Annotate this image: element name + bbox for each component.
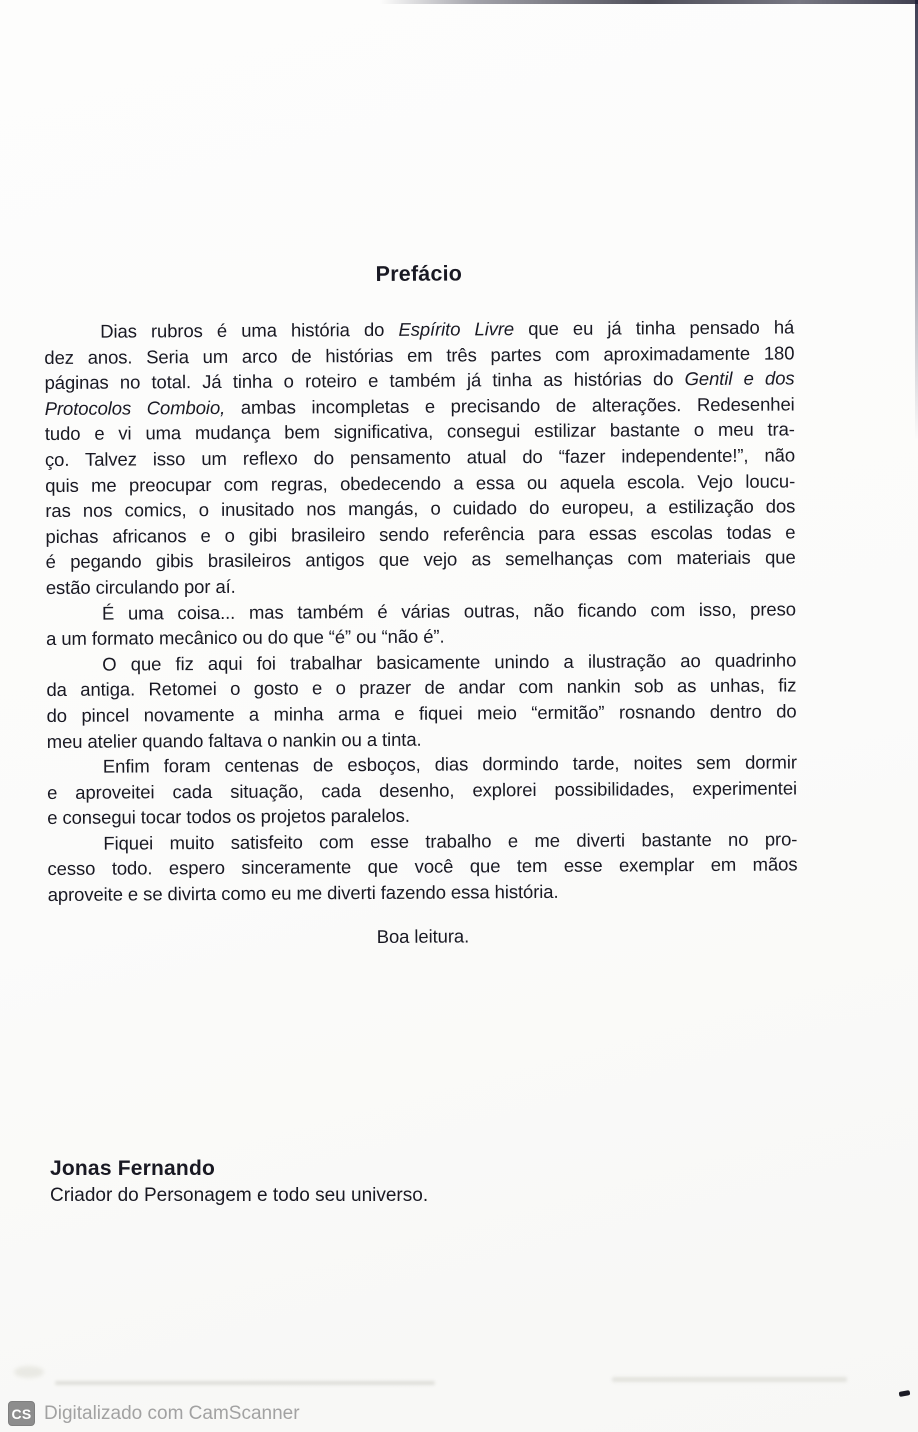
author-name: Jonas Fernando [50,1157,215,1180]
text-line: e aproveitei cada situação, cada desenho, explorei possibilidades, experimentei [46,777,798,803]
text-line: Dias rubros é uma história do Espírito Livre que eu já tinha pensado há [100,316,795,342]
text-line: pichas africanos e o gibi brasileiro sendo referência para essas escolas todas e [45,521,796,547]
scan-artifact-speck [899,1390,911,1397]
closing-line: Boa leitura. [376,925,470,947]
text-line: O que fiz aqui foi trabalhar basicamente unindo a ilustração ao quadrinho [102,649,797,675]
text-line: ras nos comics, o inusitado nos mangás, o cuidado do europeu, a estilização dos [45,495,796,522]
body-paragraphs [44,314,798,907]
text-line: É uma coisa... mas também é várias outras, não ficando com isso, preso [101,597,796,624]
text-line: Enfim foram centenas de esboços, dias dormindo tarde, noites sem dormir [102,751,797,777]
text-line: e consegui tocar todos os projetos paralelos. [47,805,410,829]
text-line: a um formato mecânico ou do que “é” ou “não é”. [46,625,445,650]
scan-artifact-smudge [612,1377,847,1382]
text-line: ço. Talvez isso um reflexo do pensamento atual do “fazer independente!”, não [44,444,796,470]
text-line: Fiquei muito satisfeito com esse trabalho e me diverti bastante no pro- [103,828,798,854]
scan-artifact-smudge [14,1366,44,1378]
text-line: páginas no total. Já tinha o roteiro e também já tinha as histórias do Gentil e dos [44,367,795,394]
text-line: tudo e vi uma mudança bem significativa, consegui estilizar bastante o meu tra- [44,418,795,445]
paragraph [47,750,797,831]
camscanner-watermark [8,1401,300,1426]
paragraph [44,314,796,600]
text-line: meu atelier quando faltava o nankin ou a tinta. [46,728,422,752]
paragraph [47,826,797,907]
paragraph [46,596,796,652]
text-line: do pincel novamente a minha arma e fiquei meio “ermitão” rosnando dentro do [46,700,797,726]
text-line: Protocolos Comboio, ambas incompletas e precisando de alterações. Redesenhei [44,393,795,419]
text-line: quis me preocupar com regras, obedecendo a essa ou aquela escola. Vejo loucu- [45,469,796,496]
scan-artifact-top-edge [380,0,918,4]
text-line: dez anos. Seria um arco de histórias em três partes com aproximadamente 180 [44,342,795,368]
text-line: aproveite e se divirta como eu me diverti fazendo essa história. [47,880,559,906]
paragraph [46,647,797,754]
scan-artifact-smudge [55,1381,435,1385]
text-line: cesso todo. espero sinceramente que você que tem esse exemplar em mãos [47,853,798,880]
text-line: estão circulando por aí. [45,575,236,598]
author-role: Criador do Personagem e todo seu universo. [50,1185,429,1206]
camscanner-text: Digitalizado com CamScanner [44,1402,300,1424]
text-line: é pegando gibis brasileiros antigos que vejo as semelhanças com materiais que [45,546,796,573]
text-line: da antiga. Retomei o gosto e o prazer de andar com nankin sob as unhas, fiz [46,674,797,701]
signature-block [50,1154,428,1209]
camscanner-logo: CS [8,1401,35,1426]
preface-text [44,258,798,951]
page-title: Prefácio [375,261,463,286]
